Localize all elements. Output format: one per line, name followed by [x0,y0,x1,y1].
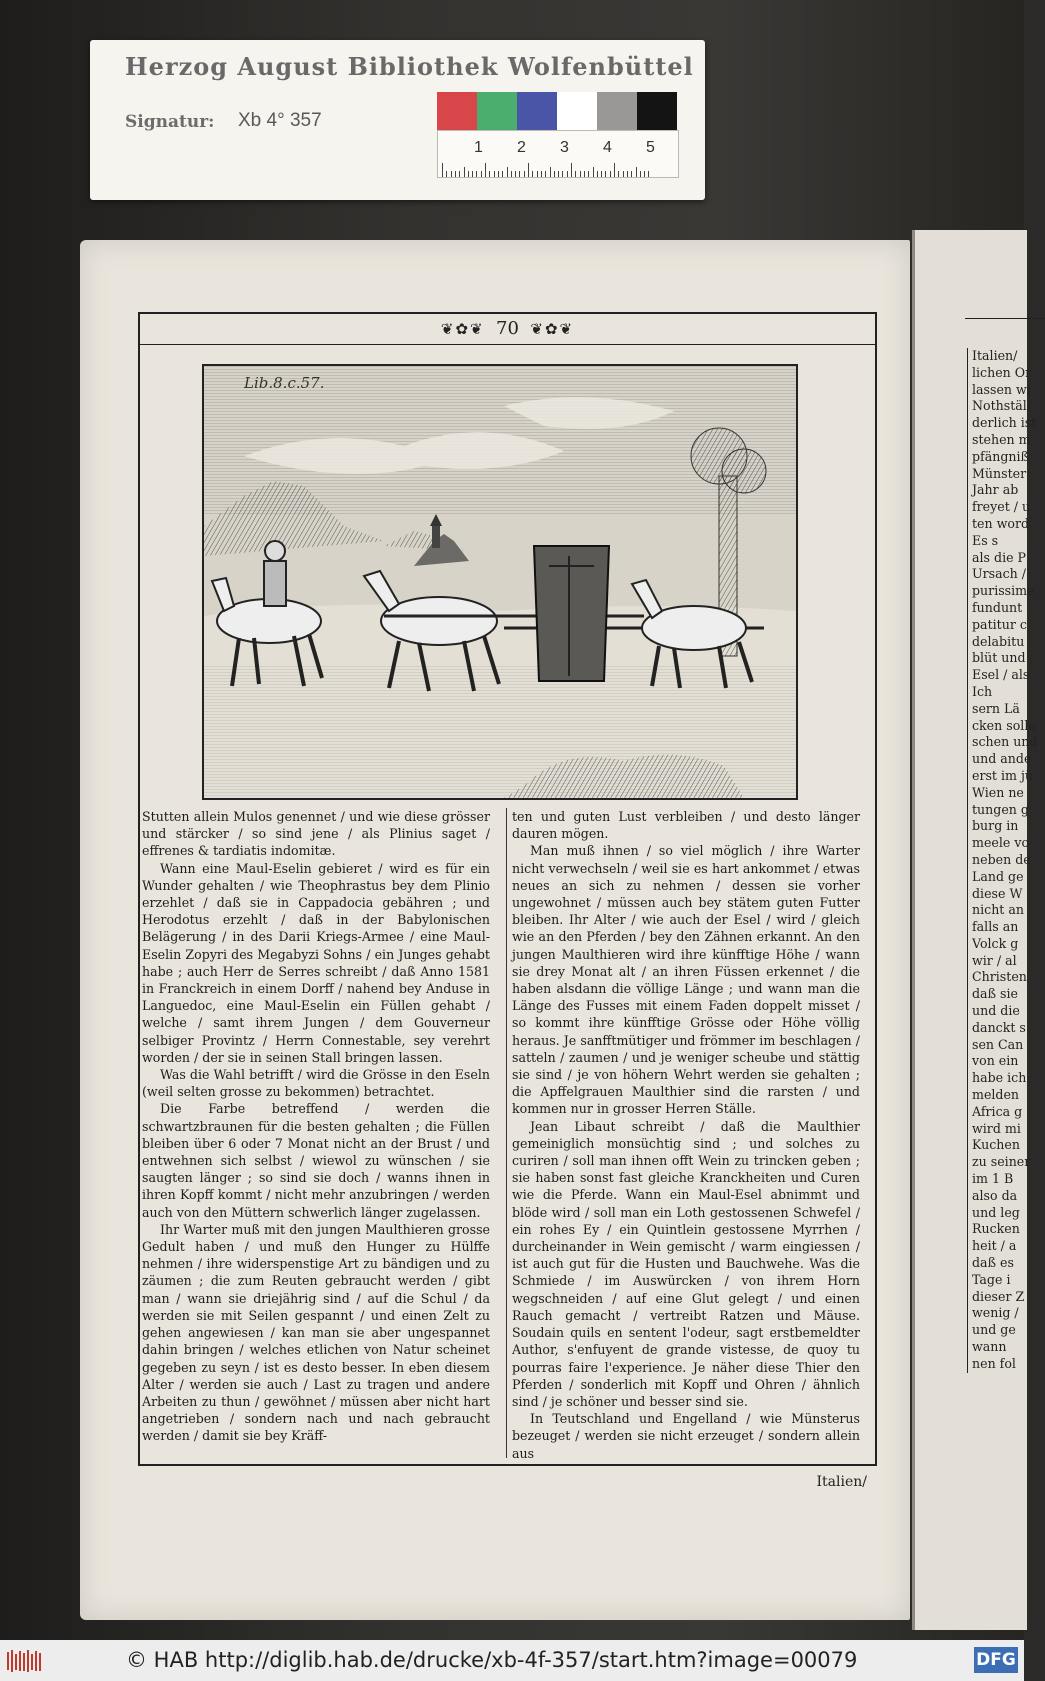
header-rule [965,318,1045,319]
text-fragment: fundunt [972,599,1023,615]
text-fragment: Kuchen [972,1137,1020,1153]
swatch-white [557,92,597,130]
paragraph: Jean Libaut schreibt / daß die Maulthier gemeiniglich monsüchtig sind ; und solches zu curiren / soll man ihnen offt Wein zu trincken geben ; sie haben sonst fast gleiche Kranckheiten und Curen wie die Pferde. Wann ein Maul-Esel abnimmt und blöde wird / soll man ein Loth gestossenen Schwefel / ein rohes Ey / ein Quintlein gestossene Myrrhen / durcheinander in Wein gemischt / warm eingiessen / ist auch gut für die Husten und Bauchwehe. Was die Schmiede / im Auswürcken / von ihrem Horn wegschneiden / auf eine Glut gelegt / und einen Rauch gemacht / vertreibt Ratzen und Mäuse. Soudain quils en sentent l'odeur, sagt erstbemeldter Author, s'enfuyent de grande vistesse, de quoy tu pourras faire l'experience. Je näher diese Thier den Pferden / sonderlich mit Kopff und Ohren / ähnlich sind / je schöner und besser sind sie. [512,1118,860,1409]
text-fragment: wann [972,1339,1007,1355]
column-divider [506,808,507,1458]
text-fragment: Land ge [972,868,1024,884]
ruler-tick [571,163,572,177]
text-fragment: also da [972,1187,1018,1203]
text-fragment: patitur c [972,616,1027,632]
text-fragment: lassen wi [972,381,1031,397]
text-column-fragments [967,348,1042,1373]
text-fragment: wir / al [972,952,1017,968]
ruler-tick [459,171,460,177]
text-fragment: derlich ist [972,415,1037,431]
ruler-tick [545,171,546,177]
ruler-tick [636,167,637,177]
ruler-tick [537,171,538,177]
ruler-tick [627,171,628,177]
ruler-tick [550,167,551,177]
swatch-red [437,92,477,130]
footer-rule [140,1464,875,1465]
swatch-green [477,92,517,130]
header-ornament-right: ❦✿❦ [530,320,575,338]
text-fragment: habe ich [972,1070,1027,1086]
text-column-right [512,808,860,1461]
text-fragment: im 1 B [972,1171,1014,1187]
catchword: Italien/ [816,1474,867,1490]
ruler-tick [541,171,542,177]
ruler-tick [623,171,624,177]
text-fragment: burg in [972,818,1019,834]
ruler-tick [468,171,469,177]
signatur-value: Xb 4° 357 [238,110,322,131]
text-fragment: Ich [972,683,993,699]
ruler-tick [507,167,508,177]
ruler-tick [554,171,555,177]
ruler-tick [442,163,443,177]
text-fragment: zu seiner [972,1154,1031,1170]
text-fragment: Nothställ [972,398,1031,414]
ruler-tick [648,171,649,177]
text-fragment: tungen g [972,801,1029,817]
paragraph: ten und guten Lust verbleiben / und desto länger dauren mögen. [512,809,860,842]
text-fragment: daß es [972,1255,1014,1271]
text-fragment: schen und [972,734,1038,750]
ruler-tick [605,171,606,177]
paragraph: Stutten allein Mulos genennet / und wie diese grösser und stärcker / so sind jene / als Plinius saget / effrenes & tardiatis indomitæ. [142,809,490,859]
ruler-tick [644,171,645,177]
text-fragment: diese W [972,885,1023,901]
ruler-tick [502,171,503,177]
ruler-tick [524,171,525,177]
header-rule [140,344,875,345]
library-name: Herzog August Bibliothek Wolfenbüttel [125,52,694,81]
text-fragment: und leg [972,1204,1020,1220]
ruler-number: 1 [474,139,483,156]
text-fragment: Rucken [972,1221,1020,1237]
signatur-label: Signatur: [125,112,215,132]
text-fragment: Ursach / [972,566,1027,582]
text-fragment: Volck g [972,935,1019,951]
ruler-tick [515,171,516,177]
paragraph: Die Farbe betreffend / werden die schwartzbraunen für die besten gehalten ; die Füllen bleiben über 6 oder 7 Monat nicht an der Brust / und entwehnen sich selbst / wiewol zu wünschen / sie saugten länger ; so sind sie doch / wanns ihnen in ihren Kopff kommt / nicht mehr anzubringen / werden auch von den Müttern schwerlich länger zugelassen. [142,1101,490,1220]
swatch-blue [517,92,557,130]
text-fragment: purissime [972,583,1035,599]
text-fragment: freyet / u [972,499,1031,515]
text-fragment: und die [972,1003,1020,1019]
ruler-tick [498,171,499,177]
text-fragment: wird mi [972,1120,1021,1136]
text-fragment: Jahr ab [972,482,1019,498]
paragraph: In Teutschland und Engelland / wie Münsterus bezeuget / werden sie nicht erzeuget / sondern allein aus [512,1411,860,1461]
text-fragment: und ge [972,1322,1016,1338]
castle-tower [432,526,440,548]
ruler-number: 5 [646,139,655,156]
tree-crown [722,449,766,493]
color-calibration-swatches [437,92,677,130]
text-fragment: lichen Or [972,364,1032,380]
paragraph: Wann eine Maul-Eselin gebieret / wird es für ein Wunder gehalten / wie Theophrastus bey dem Plinio erzehlet / daß sie in Cappadocia gebähren ; und Herodotus erzehlt / daß in der Babylonischen Belägerung / in des Darii Kriegs-Armee / eine Maul-Eselin Zopyri des Megabyzi Sohns / ein Junges gehabt habe ; auch Herr de Serres schreibt / daß Anno 1581 in Franckreich in einem Dorff / nahend bey Anduse in Languedoc, eine Maul-Eselin ein Füllen gehabt / welche / samt ihrem Jungen / dem Gouverneur selbiger Provintz / Herrn Connestable, sey verehrt worden / der sie in seinen Stall bringen lassen. [142,860,490,1065]
text-fragment: melden [972,1087,1020,1103]
text-fragment: von ein [972,1053,1019,1069]
text-fragment: und ande [972,751,1032,767]
hab-logo-icon [6,1648,46,1674]
text-fragment: nen fol [972,1355,1016,1371]
sedan-litter [534,546,609,681]
engraving-svg [204,366,796,798]
ruler-number: 4 [603,139,612,156]
text-column-left [142,808,490,1458]
text-fragment: danckt s [972,1019,1026,1035]
text-fragment: sen Can [972,1036,1024,1052]
text-fragment: cken solle [972,717,1036,733]
ruler-tick [610,171,611,177]
text-fragment: Christen [972,969,1027,985]
ruler-tick [618,171,619,177]
ruler-tick [485,163,486,177]
text-fragment: stehen m [972,431,1031,447]
engraving-reference: Lib.8.c.57. [244,374,325,392]
book-page-left [80,240,910,1620]
text-fragment: meele vo [972,835,1030,851]
page-frame [138,312,877,1490]
ruler-tick [601,171,602,177]
text-fragment: Italien/ [972,348,1018,363]
text-fragment: als die P [972,549,1027,565]
text-fragment: delabitu [972,633,1025,649]
ruler-tick [446,171,447,177]
ruler-tick [494,171,495,177]
text-fragment: blüt und [972,650,1026,666]
ruler-tick [588,171,589,177]
paragraph: Man muß ihnen / so viel möglich / ihre Warter nicht verwechseln / weil sie es hart ankommet / etwas neues an sich zu nehmen / dessen sie vorher ungewohnet / müssen auch bey stätem guten Futter bleiben. Ihr Alter / wie auch der Esel / wird / gleich wie an den Pferden / bey den Zähnen erkannt. An den jungen Maulthieren wird ihre künfftige Höhe / wann sie drey Monat alt / an ihren Füssen erkennet / die haben alsdann die völlige Länge ; und wann man die Länge des Fusses mit einem Faden doppelt misset / so kommt ihre künfftige Grösse oder Höhe völlig heraus. Je sanfftmütiger und frömmer im beschlagen / satteln / zaumen / und je weniger scheube und stättig sie sind / je von höhern Wehrt werden sie gehalten ; die Apffelgrauen Maulthier sind die rarsten / und kommen nur in grosser Herren Ställe. [512,843,860,1117]
text-fragment: Tage i [972,1271,1011,1287]
book-page-right [912,230,1038,1630]
paragraph: Was die Wahl betrifft / wird die Grösse in den Eseln (weil selten grosse zu bekommen) betrachtet. [142,1067,490,1100]
text-fragment: neben de [972,851,1031,867]
ruler-tick [593,167,594,177]
ruler-tick [597,171,598,177]
ruler-tick [511,171,512,177]
text-fragment: Wien ne [972,784,1024,800]
text-fragment: falls an [972,919,1019,935]
ruler-tick [481,171,482,177]
text-fragment: Münster [972,465,1027,481]
ruler-tick [584,171,585,177]
ruler-number: 3 [560,139,569,156]
swatch-black [637,92,677,130]
viewer-footer [0,1640,1024,1681]
text-fragment: sern Lä [972,700,1020,716]
text-fragment: dieser Z [972,1288,1025,1304]
text-fragment: Africa g [972,1103,1023,1119]
engraving-illustration [202,364,798,800]
header-ornament-left: ❦✿❦ [440,320,485,338]
ruler-tick [472,171,473,177]
ruler-tick [562,171,563,177]
ruler-tick [464,167,465,177]
ruler-tick [455,171,456,177]
library-label-card [90,40,705,200]
paragraph: Ihr Warter muß mit den jungen Maulthieren grosse Gedult haben / und muß den Hunger zu Hülffe nehmen / ihre widerspenstige Art zu bändigen und zu zäumen ; die zum Reuten gebraucht werden / gibt man / wann sie driejährig sind / auf die Schul / da werden sie mit Seilen gespannt / und einen Zelt zu gehen angewiesen / kan man sie aber ungespannet dahin bringen / welches etlichen von Natur scheinet gegeben zu seyn / ist es desto besser. In eben diesem Alter / werden sie auch / Last zu tragen und andere Arbeiten zu thun / gewöhnet / müssen aber nicht hart angetrieben / sondern nach und nach gebraucht werden / damit sie bey Kräff- [142,1221,490,1444]
ruler-tick [575,171,576,177]
ruler-tick [528,163,529,177]
ruler-tick [519,171,520,177]
ruler-tick [451,171,452,177]
ruler-tick [489,171,490,177]
page-header [140,318,875,339]
ruler-tick [558,171,559,177]
ruler-tick [476,171,477,177]
page-number: 70 [496,318,519,339]
text-fragment: Es s [972,532,999,548]
ruler-number: 2 [517,139,526,156]
measurement-ruler [437,130,679,178]
copyright-link[interactable]: © HAB http://diglib.hab.de/drucke/xb-4f-357/start.htm?image=00079 [126,1648,858,1672]
text-fragment: erst im jü [972,767,1033,783]
ruler-tick [640,171,641,177]
text-fragment: ten word [972,515,1030,531]
text-fragment: Esel / als [972,667,1030,683]
text-fragment: daß sie [972,986,1018,1002]
swatch-gray [597,92,637,130]
dfg-logo: DFG [974,1647,1018,1673]
text-fragment: pfängniß [972,448,1029,464]
text-fragment: wenig / [972,1305,1019,1321]
text-fragment: nicht an [972,902,1024,918]
ruler-tick [614,163,615,177]
ruler-tick [631,171,632,177]
ruler-tick [532,171,533,177]
text-fragment: heit / a [972,1238,1017,1254]
ruler-tick [567,171,568,177]
ruler-tick [580,171,581,177]
